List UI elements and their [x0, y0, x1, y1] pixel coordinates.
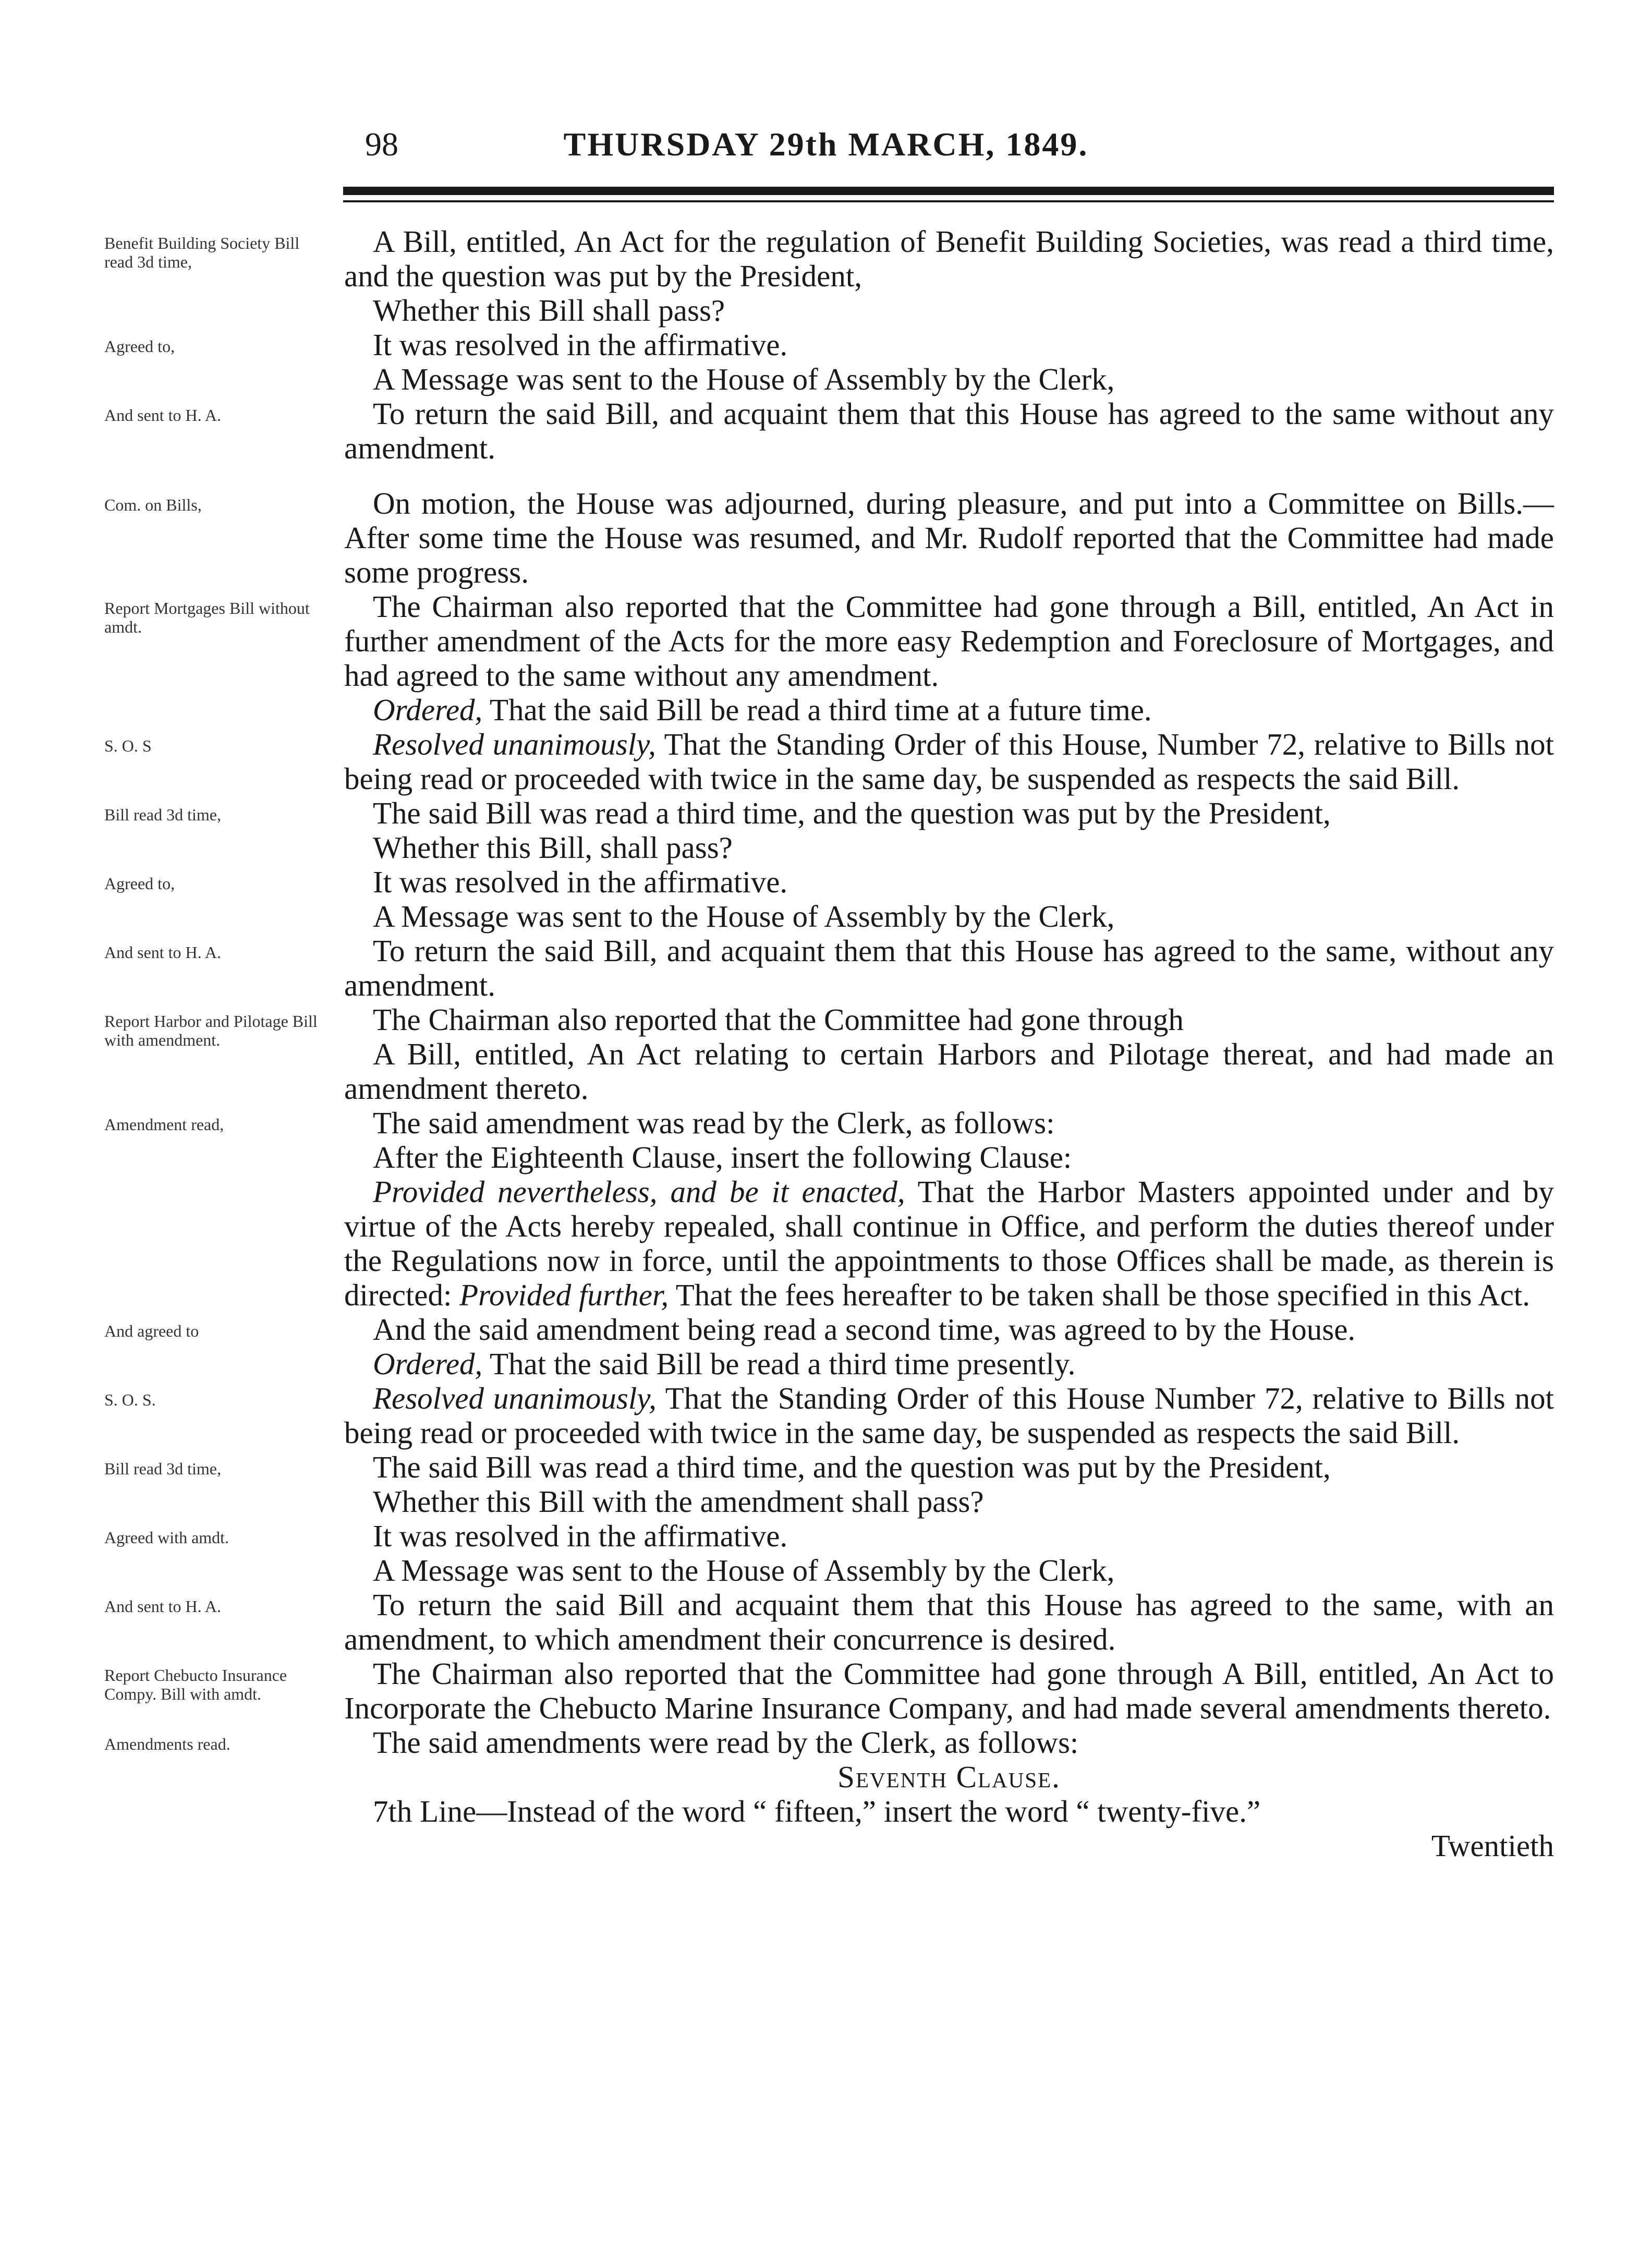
- paragraph: A Message was sent to the House of Assembly by the Clerk,: [373, 1553, 1115, 1588]
- paragraph: The said Bill was read a third time, and the question was put by the President,: [373, 796, 1331, 830]
- paragraph: To return the said Bill, and acquaint them that this House has agreed to the same without any amendment.: [344, 396, 1554, 465]
- paragraph: The Chairman also reported that the Committee had gone through a Bill, entitled, An Act in further amendment of the Acts for the more easy Redemption and Foreclosure of Mortgages, and had agreed to the same without any amendment.: [344, 589, 1554, 693]
- margin-note: Amendments read.: [104, 1735, 230, 1753]
- margin-note: Report Harbor and Pilotage Bill with amendment.: [104, 1012, 318, 1049]
- margin-note: And sent to H. A.: [104, 943, 221, 962]
- italic-lead: Resolved unanimously,: [373, 1381, 657, 1415]
- margin-note: And agreed to: [104, 1322, 199, 1340]
- page-header: [0, 125, 1652, 172]
- paragraph-text: That the said Bill be read a third time at a future time.: [482, 693, 1152, 727]
- entry: [0, 224, 1652, 293]
- paragraph: Whether this Bill shall pass?: [373, 293, 725, 328]
- page-body: [0, 224, 1652, 1863]
- paragraph: [344, 1174, 1554, 1312]
- section-heading: Seventh Clause.: [837, 1760, 1061, 1794]
- paragraph: It was resolved in the affirmative.: [373, 328, 788, 362]
- margin-note: Amendment read,: [104, 1115, 224, 1134]
- paragraph: And the said amendment being read a second time, was agreed to by the House.: [373, 1312, 1356, 1347]
- margin-note: Benefit Building Society Bill read 3d time,: [104, 234, 300, 271]
- catchword: Twentieth: [1431, 1828, 1554, 1863]
- margin-note: Bill read 3d time,: [104, 805, 221, 824]
- margin-note: Com. on Bills,: [104, 495, 202, 514]
- paragraph: It was resolved in the affirmative.: [373, 1519, 788, 1553]
- margin-note: S. O. S.: [104, 1390, 156, 1409]
- paragraph: [344, 1381, 1554, 1450]
- italic-lead: Provided nevertheless, and be it enacted,: [373, 1174, 905, 1209]
- paragraph-text: That the fees hereafter to be taken shall be those specified in this Act.: [669, 1278, 1530, 1312]
- paragraph: Whether this Bill with the amendment shall pass?: [373, 1484, 984, 1519]
- paragraph: A Message was sent to the House of Assembly by the Clerk,: [373, 899, 1115, 934]
- margin-note: Bill read 3d time,: [104, 1459, 221, 1478]
- margin-note: And sent to H. A.: [104, 1597, 221, 1616]
- paragraph: It was resolved in the affirmative.: [373, 865, 788, 899]
- paragraph: After the Eighteenth Clause, insert the following Clause:: [373, 1140, 1072, 1174]
- paragraph: The Chairman also reported that the Committee had gone through: [373, 1002, 1184, 1037]
- paragraph: A Message was sent to the House of Assembly by the Clerk,: [373, 362, 1115, 396]
- paragraph: A Bill, entitled, An Act for the regulation of Benefit Building Societies, was read a third time, and the question was put by the President,: [344, 224, 1554, 293]
- page-number: 98: [365, 126, 398, 163]
- paragraph: To return the said Bill and acquaint them that this House has agreed to the same, with an amendment, to which amendment their concurrence is desired.: [344, 1588, 1554, 1656]
- italic-lead: Resolved unanimously,: [373, 727, 656, 761]
- paragraph: [344, 693, 1554, 727]
- paragraph: On motion, the House was adjourned, during pleasure, and put into a Committee on Bills.—After some time the House was resumed, and Mr. Rudolf reported that the Committee had made some progress.: [344, 486, 1554, 589]
- margin-note: And sent to H. A.: [104, 406, 221, 425]
- margin-note: Report Mortgages Bill without amdt.: [104, 599, 310, 636]
- paragraph: To return the said Bill, and acquaint them that this House has agreed to the same, without any amendment.: [344, 934, 1554, 1002]
- margin-note: Agreed to,: [104, 874, 175, 893]
- paragraph: The said Bill was read a third time, and the question was put by the President,: [373, 1450, 1331, 1484]
- italic-lead: Ordered,: [373, 693, 483, 727]
- paragraph-text: That the said Bill be read a third time presently.: [482, 1347, 1076, 1381]
- header-rule-thin: [343, 200, 1554, 202]
- paragraph-text: That the Harbor Masters appointed under and by virtue of the Acts hereby repealed, shall continue in Office, and perform the duties thereof under the Regulations now in force, until the appointments to those Offices shall be made, as therein is directed:: [344, 1174, 1554, 1312]
- paragraph: The Chairman also reported that the Committee had gone through A Bill, entitled, An Act to Incorporate the Chebucto Marine Insurance Company, and had made several amendments thereto.: [344, 1656, 1554, 1725]
- margin-note: Agreed to,: [104, 337, 175, 356]
- italic-phrase: Provided further,: [459, 1278, 669, 1312]
- header-rule: [343, 187, 1554, 195]
- paragraph: Whether this Bill, shall pass?: [373, 830, 733, 865]
- paragraph: The said amendments were read by the Clerk, as follows:: [373, 1725, 1079, 1760]
- page-title: THURSDAY 29th MARCH, 1849.: [563, 126, 1089, 163]
- margin-note: S. O. S: [104, 736, 152, 755]
- paragraph-text: That the Standing Order of this House, Number 72, relative to Bills not being read or proceeded with twice in the same day, be suspended as respects the said Bill.: [344, 727, 1554, 796]
- margin-note: Agreed with amdt.: [104, 1528, 229, 1547]
- paragraph: [344, 727, 1554, 796]
- italic-lead: Ordered,: [373, 1347, 483, 1381]
- paragraph: A Bill, entitled, An Act relating to certain Harbors and Pilotage thereat, and had made an amendment thereto.: [344, 1037, 1554, 1106]
- paragraph: The said amendment was read by the Clerk, as follows:: [373, 1106, 1055, 1140]
- margin-note: Report Chebucto Insurance Compy. Bill with amdt.: [104, 1666, 287, 1703]
- paragraph: 7th Line—Instead of the word “ fifteen,” insert the word “ twenty-five.”: [373, 1794, 1261, 1828]
- paragraph-text: That the Standing Order of this House Number 72, relative to Bills not being read or proceeded with twice in the same day, be suspended as respects the said Bill.: [344, 1381, 1554, 1450]
- paragraph: [344, 1347, 1554, 1381]
